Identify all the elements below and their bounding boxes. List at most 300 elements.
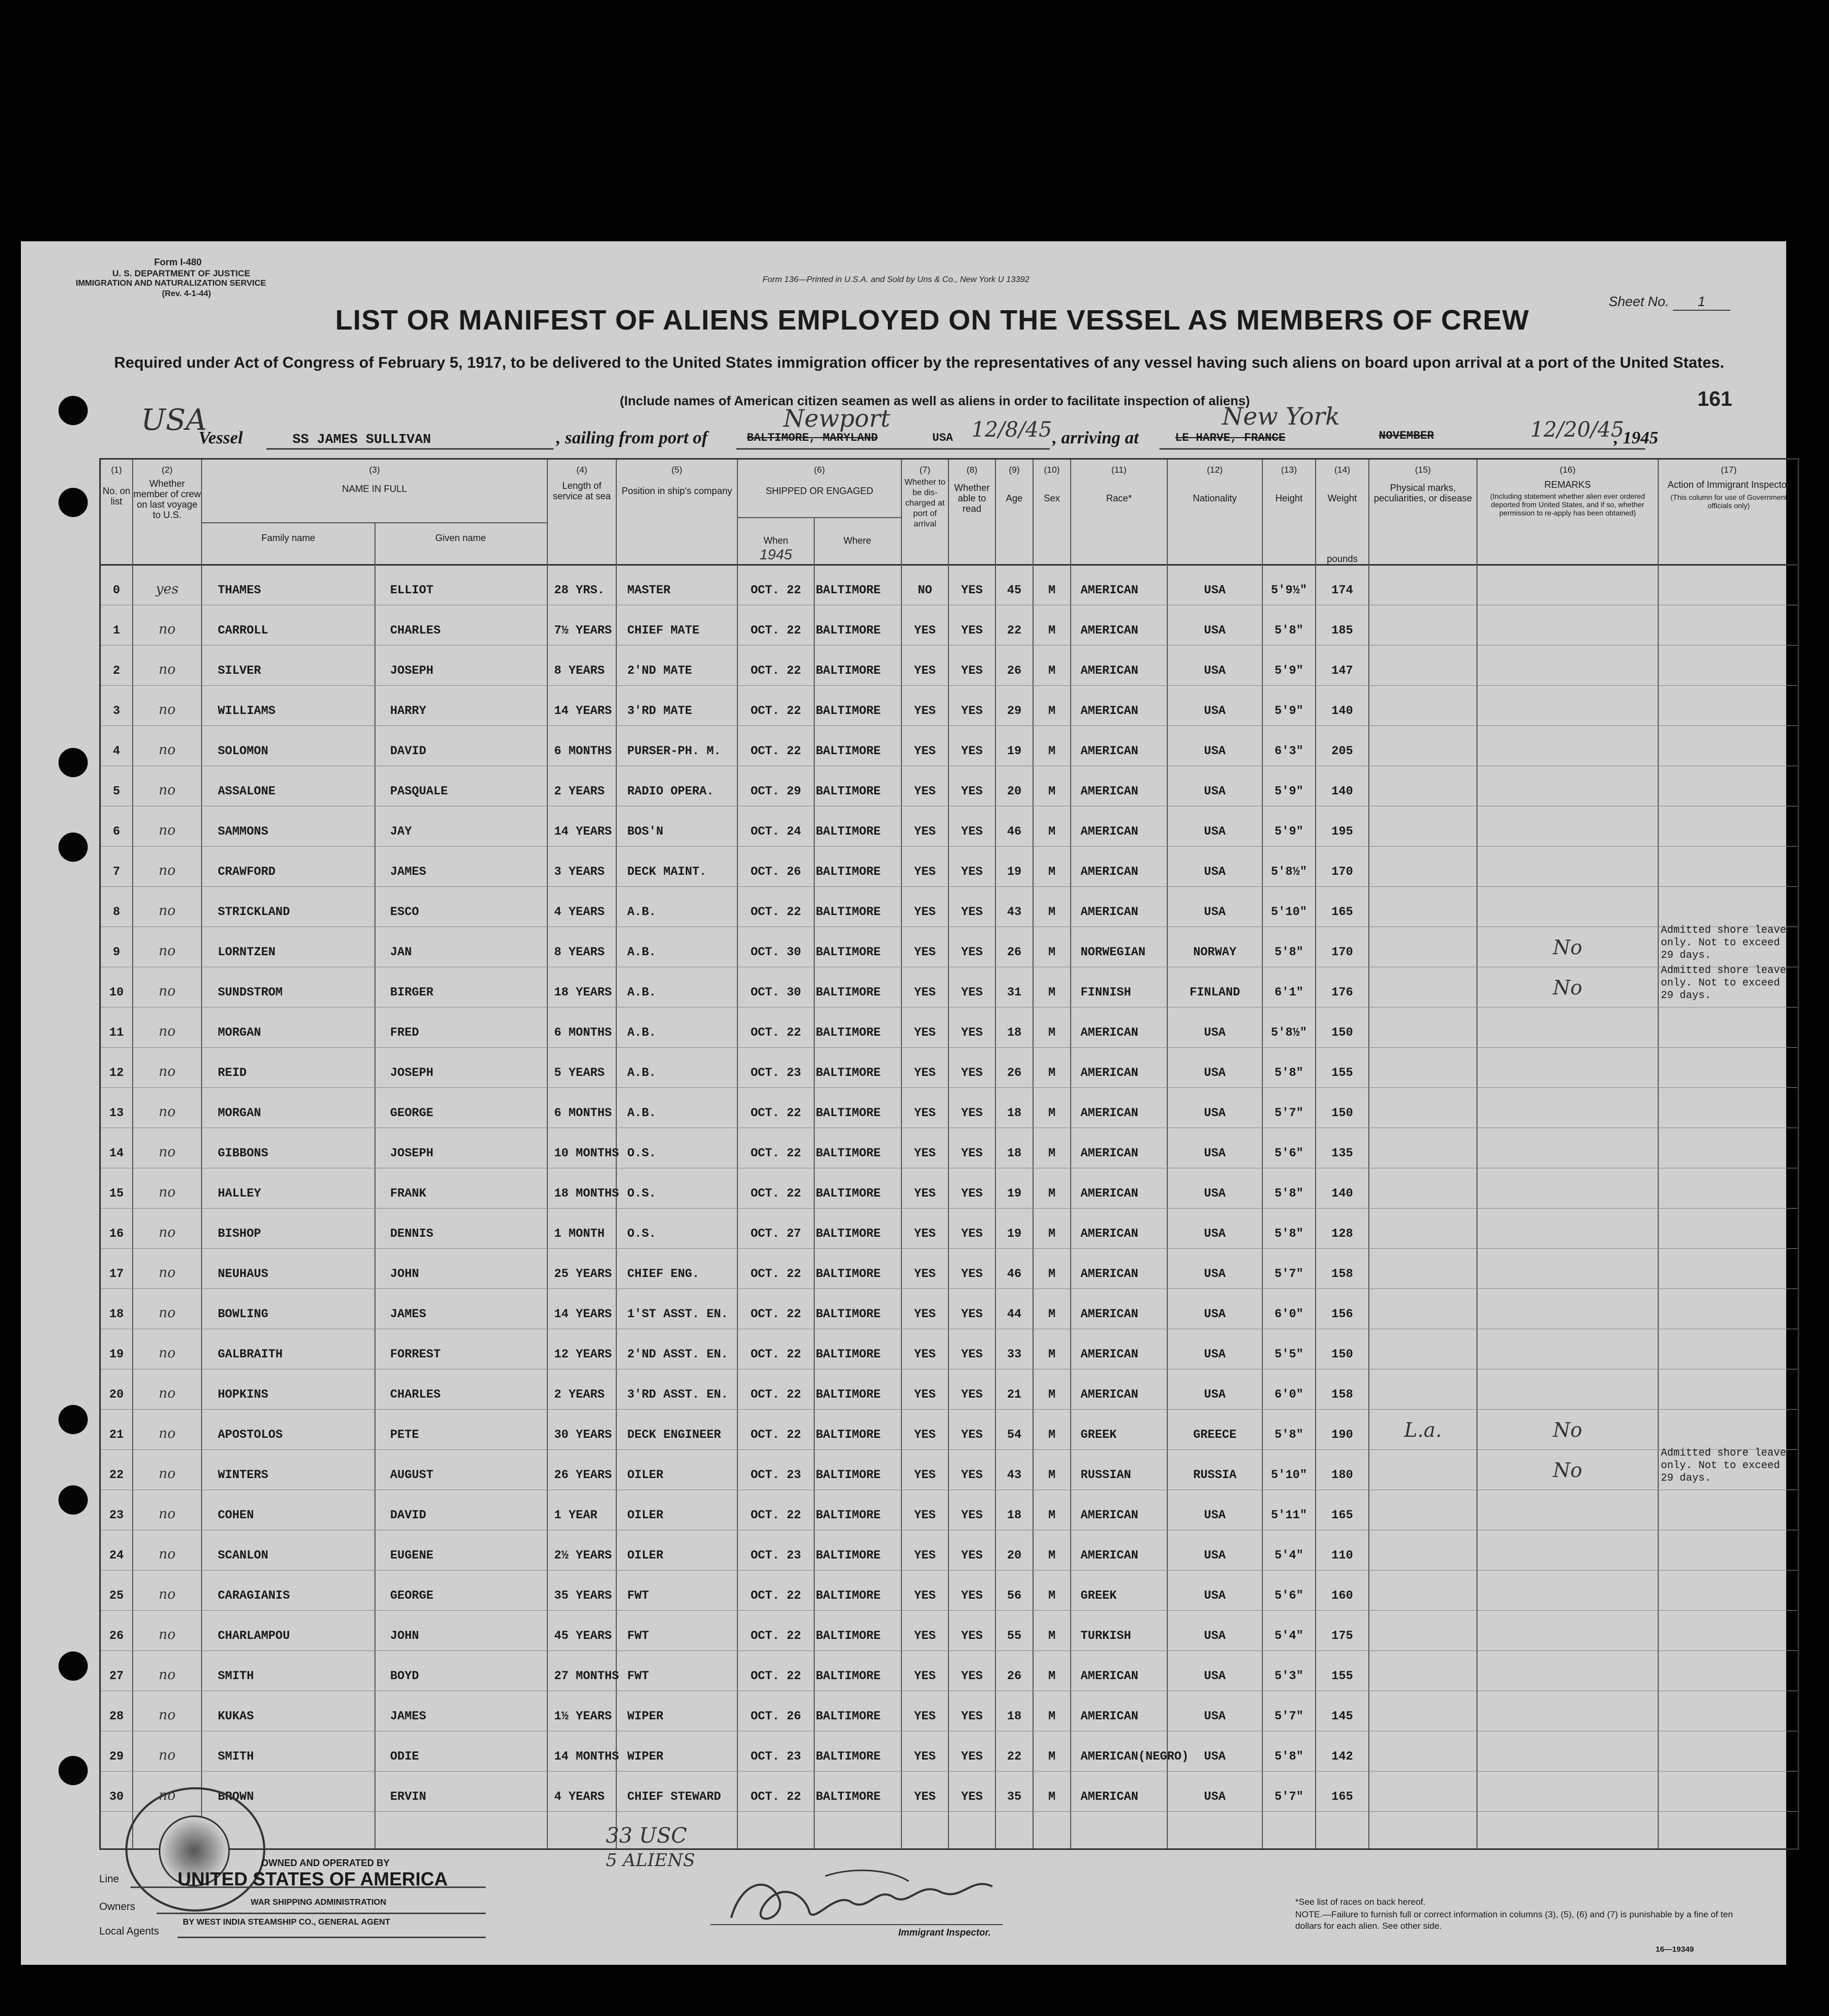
cell-position: FWT <box>627 1589 649 1602</box>
cell-age: 46 <box>1007 1267 1022 1281</box>
cell-family: CARROLL <box>218 624 268 637</box>
cell-nationality: USA <box>1204 1629 1226 1643</box>
cell-family: APOSTOLOS <box>218 1428 283 1441</box>
cell-age: 54 <box>1007 1428 1022 1441</box>
cell-position: A.B. <box>627 986 656 999</box>
cell-position: FWT <box>627 1669 649 1683</box>
cell-discharged: YES <box>914 1106 936 1120</box>
cell-when: OCT. 22 <box>751 744 801 758</box>
cell-age: 56 <box>1007 1589 1022 1602</box>
cell-family: CRAWFORD <box>218 865 276 878</box>
cell-read: YES <box>961 945 983 959</box>
cell-sex: M <box>1048 1388 1056 1401</box>
sheet-value: 1 <box>1673 294 1730 311</box>
cell-service: 30 YEARS <box>554 1428 612 1441</box>
cell-nationality: RUSSIA <box>1193 1468 1237 1482</box>
table-row <box>101 773 1798 813</box>
table-row <box>101 612 1798 652</box>
cell-position: DECK MAINT. <box>627 865 707 878</box>
cell-family: MORGAN <box>218 1026 261 1039</box>
cell-position: WIPER <box>627 1750 664 1763</box>
cell-family: BOWLING <box>218 1307 268 1321</box>
cell-height: 5'4" <box>1274 1629 1304 1643</box>
arriving-label: , arriving at <box>1052 428 1139 448</box>
cell-nationality: USA <box>1204 704 1226 718</box>
line-label: Line <box>99 1873 119 1885</box>
cell-nationality: USA <box>1204 1709 1226 1723</box>
header-nationality: (12) Nationality <box>1192 465 1237 503</box>
cell-family: LORNTZEN <box>218 945 276 959</box>
cell-no: 15 <box>109 1187 124 1200</box>
cell-nationality: USA <box>1204 744 1226 758</box>
cell-sex: M <box>1048 1227 1056 1240</box>
cell-race: AMERICAN <box>1081 1790 1139 1803</box>
table-row <box>101 924 1798 974</box>
cell-nationality: FINLAND <box>1189 986 1240 999</box>
cell-no: 19 <box>109 1347 124 1361</box>
cell-given: ELLIOT <box>390 583 433 597</box>
cell-weight: 145 <box>1331 1709 1353 1723</box>
cell-height: 5'5" <box>1274 1347 1304 1361</box>
page-number: 161 <box>1697 388 1732 411</box>
cell-age: 46 <box>1007 825 1022 838</box>
cell-discharged: YES <box>914 1589 936 1602</box>
cell-read: YES <box>961 583 983 597</box>
cell-no: 2 <box>113 664 120 677</box>
cell-family: KUKAS <box>218 1709 254 1723</box>
cell-age: 18 <box>1007 1709 1022 1723</box>
cell-sex: M <box>1048 1790 1056 1803</box>
cell-height: 5'4" <box>1274 1549 1304 1562</box>
cell-position: A.B. <box>627 1066 656 1080</box>
cell-sex: M <box>1048 784 1056 798</box>
cell-sex: M <box>1048 1026 1056 1039</box>
cell-given: DAVID <box>390 1508 427 1522</box>
cell-weight: 156 <box>1331 1307 1353 1321</box>
cell-service: 25 YEARS <box>554 1267 612 1281</box>
cell-prev: no <box>158 1265 176 1281</box>
header-family-name: Family name <box>261 533 315 543</box>
cell-discharged: YES <box>914 1267 936 1281</box>
cell-family: HOPKINS <box>218 1388 268 1401</box>
cell-height: 6'3" <box>1274 744 1304 758</box>
cell-weight: 155 <box>1331 1066 1353 1080</box>
cell-where: BALTIMORE <box>816 1549 881 1562</box>
cell-when: OCT. 22 <box>751 1187 801 1200</box>
cell-position: O.S. <box>627 1227 656 1240</box>
cell-height: 5'6" <box>1274 1146 1304 1160</box>
races-note: *See list of races on back hereof. <box>1295 1897 1426 1907</box>
cell-read: YES <box>961 1026 983 1039</box>
cell-discharged: YES <box>914 1549 936 1562</box>
cell-prev: no <box>158 1305 176 1321</box>
cell-when: OCT. 22 <box>751 583 801 597</box>
cell-discharged: YES <box>914 986 936 999</box>
header-height: (13) Height <box>1275 465 1303 503</box>
table-row <box>101 1175 1798 1215</box>
cell-age: 19 <box>1007 1187 1022 1200</box>
cell-family: STRICKLAND <box>218 905 290 919</box>
cell-age: 26 <box>1007 1669 1022 1683</box>
cell-when: OCT. 22 <box>751 1790 801 1803</box>
cell-nationality: USA <box>1204 624 1226 637</box>
cell-age: 44 <box>1007 1307 1022 1321</box>
cell-nationality: GREECE <box>1193 1428 1237 1441</box>
cell-when: OCT. 22 <box>751 1146 801 1160</box>
cell-position: RADIO OPERA. <box>627 784 714 798</box>
cell-weight: 170 <box>1331 945 1353 959</box>
form-dept: U. S. DEPARTMENT OF JUSTICE <box>112 268 251 278</box>
cell-service: 1 YEAR <box>554 1508 597 1522</box>
header-weight-unit: pounds <box>1327 554 1358 564</box>
cell-age: 26 <box>1007 945 1022 959</box>
cell-discharged: YES <box>914 784 936 798</box>
cell-service: 1½ YEARS <box>554 1709 612 1723</box>
cell-race: GREEK <box>1081 1589 1117 1602</box>
cell-where: BALTIMORE <box>816 1669 881 1683</box>
vessel-label: Vessel <box>198 428 243 448</box>
cell-prev: no <box>158 1707 176 1723</box>
cell-service: 7½ YEARS <box>554 624 612 637</box>
cell-nationality: USA <box>1204 1549 1226 1562</box>
cell-service: 12 YEARS <box>554 1347 612 1361</box>
cell-service: 14 YEARS <box>554 704 612 718</box>
owners-label: Owners <box>99 1901 135 1913</box>
cell-when: OCT. 29 <box>751 784 801 798</box>
inspector-label: Immigrant Inspector. <box>898 1927 991 1938</box>
totals-aliens: 5 ALIENS <box>606 1850 695 1871</box>
cell-age: 19 <box>1007 1227 1022 1240</box>
cell-age: 18 <box>1007 1146 1022 1160</box>
cell-read: YES <box>961 1187 983 1200</box>
cell-given: HARRY <box>390 704 427 718</box>
sailing-country: USA <box>932 431 953 444</box>
cell-where: BALTIMORE <box>816 744 881 758</box>
cell-when: OCT. 22 <box>751 1388 801 1401</box>
cell-sex: M <box>1048 583 1056 597</box>
cell-weight: 155 <box>1331 1669 1353 1683</box>
cell-service: 8 YEARS <box>554 664 605 677</box>
cell-given: CHARLES <box>390 624 441 637</box>
sailing-handwritten: Newport <box>783 404 890 432</box>
cell-read: YES <box>961 1750 983 1763</box>
cell-where: BALTIMORE <box>816 1589 881 1602</box>
table-row <box>101 1658 1798 1698</box>
cell-prev: no <box>158 1426 176 1441</box>
cell-prev: no <box>158 1225 176 1240</box>
cell-given: JAMES <box>390 865 427 878</box>
form-rev: (Rev. 4-1-44) <box>162 289 211 298</box>
header-weight: (14) Weight <box>1328 465 1357 503</box>
cell-prev: no <box>158 1506 176 1522</box>
cell-when: OCT. 23 <box>751 1066 801 1080</box>
cell-no: 16 <box>109 1227 124 1240</box>
cell-read: YES <box>961 704 983 718</box>
cell-weight: 158 <box>1331 1388 1353 1401</box>
table-row <box>101 894 1798 934</box>
cell-when: OCT. 24 <box>751 825 801 838</box>
cell-service: 4 YEARS <box>554 905 605 919</box>
cell-height: 6'0" <box>1274 1388 1304 1401</box>
table-row <box>101 1376 1798 1416</box>
cell-given: PASQUALE <box>390 784 448 798</box>
cell-read: YES <box>961 1347 983 1361</box>
cell-race: AMERICAN <box>1081 1307 1139 1321</box>
cell-height: 5'8" <box>1274 624 1304 637</box>
cell-when: OCT. 27 <box>751 1227 801 1240</box>
cell-given: ODIE <box>390 1750 419 1763</box>
cell-given: BOYD <box>390 1669 419 1683</box>
owned-text: OWNED AND OPERATED BY <box>261 1858 390 1868</box>
manifest-title: LIST OR MANIFEST OF ALIENS EMPLOYED ON THE VESSEL AS MEMBERS OF CREW <box>335 304 1530 336</box>
cell-where: BALTIMORE <box>816 624 881 637</box>
table-header <box>101 460 1798 566</box>
cell-height: 5'8" <box>1274 1428 1304 1441</box>
cell-sex: M <box>1048 945 1056 959</box>
table-row <box>101 733 1798 773</box>
cell-read: YES <box>961 1629 983 1643</box>
cell-weight: 175 <box>1331 1629 1353 1643</box>
cell-family: THAMES <box>218 583 261 597</box>
cell-height: 5'9" <box>1274 784 1304 798</box>
cell-nationality: USA <box>1204 583 1226 597</box>
cell-service: 14 YEARS <box>554 825 612 838</box>
cell-height: 5'9" <box>1274 825 1304 838</box>
penalty-note: NOTE.—Failure to furnish full or correct information in columns (3), (5), (6) and (7) is punishable by a fine of ten dollars for each alien. See other side. <box>1295 1909 1733 1931</box>
cell-service: 10 MONTHS <box>554 1146 619 1160</box>
cell-where: BALTIMORE <box>816 1106 881 1120</box>
header-given-name: Given name <box>435 533 486 543</box>
cell-race: AMERICAN <box>1081 624 1139 637</box>
cell-height: 5'9½" <box>1271 583 1307 597</box>
cell-given: ERVIN <box>390 1790 427 1803</box>
cell-position: A.B. <box>627 1026 656 1039</box>
cell-remarks: No <box>1553 976 1582 999</box>
cell-no: 21 <box>109 1428 124 1441</box>
cell-no: 0 <box>113 583 120 597</box>
cell-sex: M <box>1048 986 1056 999</box>
cell-read: YES <box>961 1267 983 1281</box>
cell-weight: 150 <box>1331 1106 1353 1120</box>
cell-when: OCT. 22 <box>751 1307 801 1321</box>
cell-read: YES <box>961 1066 983 1080</box>
cell-when: OCT. 23 <box>751 1468 801 1482</box>
cell-weight: 176 <box>1331 986 1353 999</box>
table-row <box>101 1577 1798 1618</box>
cell-age: 31 <box>1007 986 1022 999</box>
cell-when: OCT. 30 <box>751 986 801 999</box>
header-year-handwritten: 1945 <box>759 546 792 562</box>
cell-service: 6 MONTHS <box>554 1106 612 1120</box>
cell-service: 2 YEARS <box>554 784 605 798</box>
cell-sex: M <box>1048 905 1056 919</box>
header-when: When <box>763 535 789 546</box>
cell-discharged: YES <box>914 1709 936 1723</box>
header-position: (5) Position in ship's company <box>622 465 732 496</box>
table-row <box>101 1054 1798 1095</box>
cell-nationality: USA <box>1204 1790 1226 1803</box>
cell-prev: no <box>158 1748 176 1763</box>
cell-prev: no <box>158 1587 176 1602</box>
cell-given: FORREST <box>390 1347 441 1361</box>
cell-height: 6'0" <box>1274 1307 1304 1321</box>
cell-where: BALTIMORE <box>816 905 881 919</box>
cell-when: OCT. 22 <box>751 1026 801 1039</box>
arriving-month: NOVEMBER <box>1379 429 1434 442</box>
cell-nationality: USA <box>1204 1508 1226 1522</box>
cell-action: Admitted shore leave only. Not to exceed 29 days. <box>1661 1447 1787 1484</box>
cell-discharged: YES <box>914 1227 936 1240</box>
cell-discharged: YES <box>914 1187 936 1200</box>
cell-no: 27 <box>109 1669 124 1683</box>
cell-discharged: YES <box>914 1629 936 1643</box>
cell-weight: 174 <box>1331 583 1353 597</box>
header-where: Where <box>843 535 871 546</box>
cell-sex: M <box>1048 624 1056 637</box>
cell-where: BALTIMORE <box>816 865 881 878</box>
cell-read: YES <box>961 1227 983 1240</box>
cell-family: ASSALONE <box>218 784 276 798</box>
vessel-row <box>21 402 1786 449</box>
punch-hole <box>58 1651 88 1681</box>
cell-family: BROWN <box>218 1790 254 1803</box>
cell-position: 1'ST ASST. EN. <box>627 1307 729 1321</box>
cell-sex: M <box>1048 1428 1056 1441</box>
cell-where: BALTIMORE <box>816 583 881 597</box>
cell-race: AMERICAN <box>1081 1508 1139 1522</box>
cell-discharged: YES <box>914 1508 936 1522</box>
cell-family: CARAGIANIS <box>218 1589 290 1602</box>
cell-nationality: USA <box>1204 1227 1226 1240</box>
cell-where: BALTIMORE <box>816 664 881 677</box>
cell-read: YES <box>961 624 983 637</box>
include-note: (Include names of American citizen seamen as well as aliens in order to facilitate inspection of aliens) <box>619 394 1250 408</box>
cell-nationality: USA <box>1204 1146 1226 1160</box>
table-row <box>101 1014 1798 1054</box>
cell-prev: no <box>158 1185 176 1200</box>
cell-no: 28 <box>109 1709 124 1723</box>
cell-height: 6'1" <box>1274 986 1304 999</box>
cell-prev: no <box>158 1386 176 1401</box>
cell-service: 35 YEARS <box>554 1589 612 1602</box>
cell-read: YES <box>961 1106 983 1120</box>
cell-given: GEORGE <box>390 1106 433 1120</box>
cell-weight: 190 <box>1331 1428 1353 1441</box>
cell-read: YES <box>961 1468 983 1482</box>
form-code: 16—19349 <box>1656 1945 1694 1954</box>
vessel-prefix-handwritten: USA <box>141 403 207 437</box>
cell-discharged: YES <box>914 945 936 959</box>
cell-discharged: YES <box>914 905 936 919</box>
cell-age: 45 <box>1007 583 1022 597</box>
consulate-seal <box>125 1787 265 1912</box>
cell-no: 13 <box>109 1106 124 1120</box>
cell-position: FWT <box>627 1629 649 1643</box>
cell-service: 6 MONTHS <box>554 1026 612 1039</box>
cell-height: 5'8" <box>1274 1066 1304 1080</box>
table-row <box>101 1497 1798 1537</box>
cell-read: YES <box>961 1388 983 1401</box>
cell-nationality: USA <box>1204 1750 1226 1763</box>
cell-position: WIPER <box>627 1709 664 1723</box>
table-row <box>101 813 1798 853</box>
cell-nationality: USA <box>1204 1388 1226 1401</box>
cell-age: 20 <box>1007 1549 1022 1562</box>
cell-where: BALTIMORE <box>816 784 881 798</box>
cell-height: 5'3" <box>1274 1669 1304 1683</box>
cell-height: 5'8" <box>1274 1227 1304 1240</box>
cell-service: 3 YEARS <box>554 865 605 878</box>
cell-discharged: YES <box>914 704 936 718</box>
cell-sex: M <box>1048 744 1056 758</box>
cell-weight: 147 <box>1331 664 1353 677</box>
cell-no: 9 <box>113 945 120 959</box>
cell-read: YES <box>961 1428 983 1441</box>
cell-when: OCT. 23 <box>751 1750 801 1763</box>
cell-position: PURSER-PH. M. <box>627 744 721 758</box>
cell-given: JAMES <box>390 1307 427 1321</box>
cell-read: YES <box>961 825 983 838</box>
cell-read: YES <box>961 744 983 758</box>
cell-when: OCT. 22 <box>751 1428 801 1441</box>
cell-when: OCT. 22 <box>751 1106 801 1120</box>
cell-given: JOSEPH <box>390 664 433 677</box>
cell-weight: 140 <box>1331 704 1353 718</box>
cell-sex: M <box>1048 1468 1056 1482</box>
cell-where: BALTIMORE <box>816 945 881 959</box>
cell-given: FRANK <box>390 1187 427 1200</box>
cell-when: OCT. 22 <box>751 905 801 919</box>
cell-discharged: NO <box>918 583 932 597</box>
cell-age: 29 <box>1007 704 1022 718</box>
cell-race: AMERICAN <box>1081 784 1139 798</box>
sailing-date-handwritten: 12/8/45 <box>971 418 1052 442</box>
cell-family: SMITH <box>218 1669 254 1683</box>
table-row <box>101 1416 1798 1457</box>
cell-weight: 165 <box>1331 905 1353 919</box>
cell-prev: no <box>158 1345 176 1361</box>
cell-no: 3 <box>113 704 120 718</box>
cell-given: JOSEPH <box>390 1146 433 1160</box>
cell-family: MORGAN <box>218 1106 261 1120</box>
cell-service: 27 MONTHS <box>554 1669 619 1683</box>
cell-weight: 185 <box>1331 624 1353 637</box>
cell-family: REID <box>218 1066 247 1080</box>
cell-height: 5'7" <box>1274 1267 1304 1281</box>
arriving-handwritten: New York <box>1222 402 1340 430</box>
cell-age: 26 <box>1007 1066 1022 1080</box>
punch-hole <box>58 748 88 777</box>
cell-race: AMERICAN <box>1081 1106 1139 1120</box>
cell-height: 5'7" <box>1274 1790 1304 1803</box>
table-row <box>101 1135 1798 1175</box>
cell-remarks: No <box>1553 1459 1582 1482</box>
cell-family: BISHOP <box>218 1227 261 1240</box>
cell-no: 18 <box>109 1307 124 1321</box>
cell-age: 20 <box>1007 784 1022 798</box>
cell-sex: M <box>1048 1589 1056 1602</box>
cell-family: COHEN <box>218 1508 254 1522</box>
punch-hole <box>58 488 88 517</box>
cell-nationality: USA <box>1204 1589 1226 1602</box>
cell-no: 8 <box>113 905 120 919</box>
table-row <box>101 1215 1798 1256</box>
cell-discharged: YES <box>914 1307 936 1321</box>
cell-position: 2'ND ASST. EN. <box>627 1347 729 1361</box>
cell-race: AMERICAN <box>1081 1347 1139 1361</box>
cell-given: AUGUST <box>390 1468 433 1482</box>
cell-nationality: USA <box>1204 865 1226 878</box>
